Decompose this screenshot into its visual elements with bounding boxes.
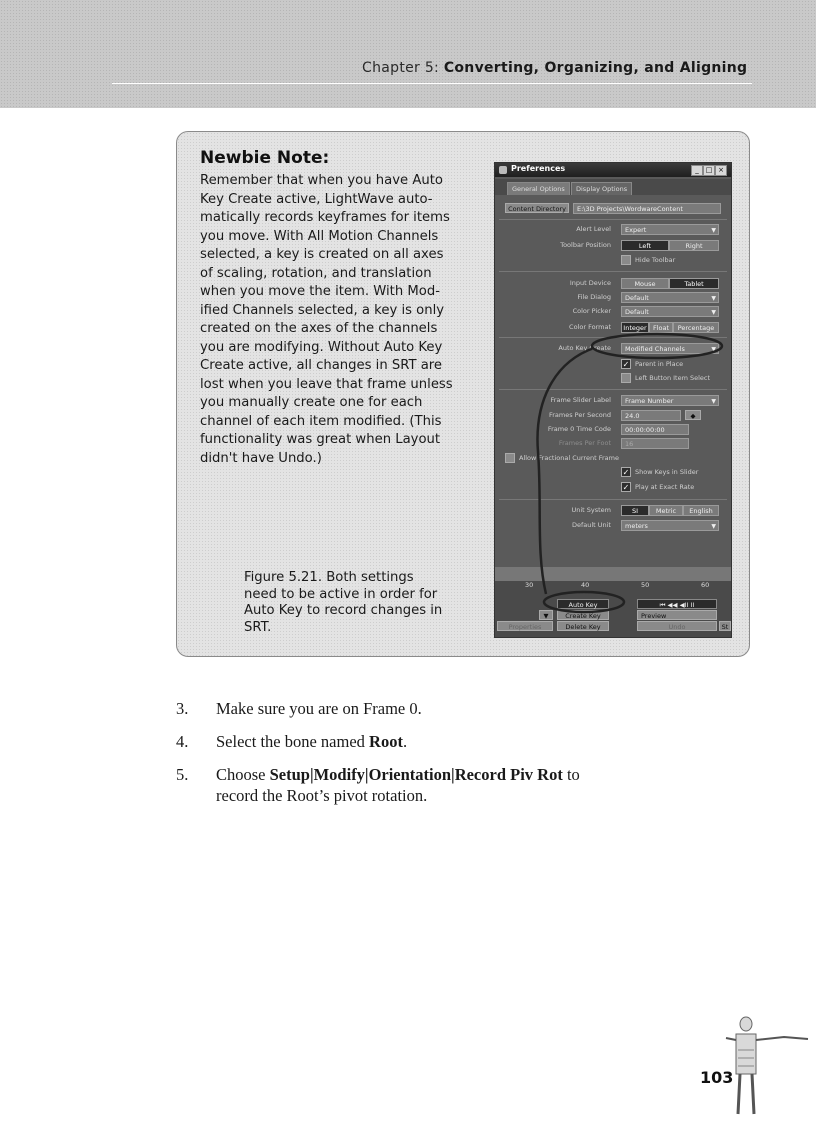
frame-slider-label: Frame Slider Label bbox=[550, 396, 611, 404]
note-line: you are modifying. Without Auto Key bbox=[200, 339, 443, 355]
step-number: 4. bbox=[176, 732, 189, 751]
unit-si-button[interactable]: SI bbox=[621, 505, 649, 516]
minimize-icon[interactable]: _ bbox=[691, 165, 703, 176]
fps-label: Frames Per Second bbox=[548, 411, 611, 419]
color-picker-value: Default bbox=[625, 308, 649, 316]
header-rule bbox=[112, 83, 752, 84]
color-float-button[interactable]: Float bbox=[649, 322, 673, 333]
step-continuation: record the Root’s pivot rotation. bbox=[216, 786, 428, 805]
properties-button[interactable]: Properties bbox=[497, 621, 553, 631]
color-format-label: Color Format bbox=[569, 323, 611, 331]
default-unit-value: meters bbox=[625, 522, 648, 530]
frame0-timecode-label: Frame 0 Time Code bbox=[547, 425, 611, 433]
note-line: functionality was great when Layout bbox=[200, 432, 441, 447]
caption-line: need to be active in order for bbox=[244, 586, 438, 602]
frame-slider-value: Frame Number bbox=[625, 397, 674, 405]
input-device-label: Input Device bbox=[569, 279, 611, 287]
tick-label: 60 bbox=[701, 581, 710, 589]
tick-label: 40 bbox=[581, 581, 590, 589]
app-icon bbox=[499, 166, 507, 174]
note-line: ified Channels selected, a key is only bbox=[200, 302, 445, 318]
divider bbox=[499, 271, 727, 272]
alert-level-select[interactable] bbox=[621, 224, 719, 235]
note-line: Create active, all changes in SRT are bbox=[200, 358, 443, 373]
close-icon[interactable]: × bbox=[715, 165, 727, 176]
note-line: Key Create active, LightWave auto- bbox=[200, 191, 433, 207]
note-line: Remember that when you have Auto bbox=[200, 173, 443, 188]
note-line: of scaling, rotation, and translation bbox=[200, 265, 432, 281]
prefs-titlebar bbox=[495, 163, 731, 177]
hide-toolbar-checkbox[interactable] bbox=[621, 255, 631, 265]
hide-toolbar-label: Hide Toolbar bbox=[635, 256, 676, 264]
chapter-heading bbox=[362, 60, 747, 76]
note-line: created on the axes of the channels bbox=[200, 321, 438, 336]
chevron-down-icon: ▼ bbox=[711, 523, 716, 530]
parent-in-place-checkbox[interactable]: ✓ bbox=[622, 360, 630, 369]
delete-key-button[interactable]: Delete Key bbox=[557, 621, 609, 631]
auto-key-create-select[interactable] bbox=[621, 343, 719, 354]
step-button[interactable]: St bbox=[719, 621, 731, 631]
tab-general-options[interactable]: General Options bbox=[507, 182, 570, 195]
preferences-panel bbox=[494, 162, 732, 638]
step-text bbox=[216, 731, 407, 752]
step-text-part: Choose bbox=[216, 765, 270, 784]
figure-caption bbox=[244, 570, 484, 636]
show-keys-checkbox[interactable]: ✓ bbox=[622, 468, 630, 477]
default-unit-label: Default Unit bbox=[571, 521, 611, 529]
note-line: you manually create one for each bbox=[200, 395, 423, 410]
auto-key-create-label: Auto Key Create bbox=[558, 344, 611, 352]
chevron-down-icon: ▼ bbox=[711, 295, 716, 302]
left-button-select-checkbox[interactable] bbox=[621, 373, 631, 383]
note-line: you move. With All Motion Channels bbox=[200, 228, 439, 244]
chevron-down-icon: ▼ bbox=[711, 398, 716, 405]
frame-slider-select[interactable] bbox=[621, 395, 719, 406]
alert-level-value: Expert bbox=[625, 226, 647, 234]
skeleton-figure-icon bbox=[724, 1010, 814, 1120]
tick-label: 50 bbox=[641, 581, 650, 589]
color-picker-label: Color Picker bbox=[572, 307, 611, 315]
parent-in-place-label: Parent in Place bbox=[635, 360, 684, 368]
maximize-icon[interactable]: □ bbox=[703, 165, 715, 176]
step-text: Make sure you are on Frame 0. bbox=[216, 699, 422, 718]
frame0-timecode-field[interactable]: 00:00:00:00 bbox=[621, 424, 689, 435]
unit-english-button[interactable]: English bbox=[683, 505, 719, 516]
play-exact-label: Play at Exact Rate bbox=[635, 483, 695, 491]
fps-stepper-icon[interactable]: ◆ bbox=[685, 410, 701, 420]
note-line: matically records keyframes for items bbox=[200, 210, 450, 225]
timeline-area bbox=[495, 567, 731, 637]
caption-line: SRT. bbox=[244, 619, 272, 635]
divider bbox=[499, 337, 727, 338]
unit-metric-button[interactable]: Metric bbox=[649, 505, 683, 516]
note-title: Newbie Note: bbox=[200, 148, 330, 168]
auto-key-button[interactable]: Auto Key bbox=[557, 599, 609, 609]
default-unit-select[interactable] bbox=[621, 520, 719, 531]
note-line: selected, a key is created on all axes bbox=[200, 247, 444, 262]
chapter-title: Converting, Organizing, and Aligning bbox=[443, 60, 748, 76]
file-dialog-value: Default bbox=[625, 294, 649, 302]
file-dialog-select[interactable] bbox=[621, 292, 719, 303]
color-picker-select[interactable] bbox=[621, 306, 719, 317]
allow-fractional-checkbox[interactable] bbox=[505, 453, 515, 463]
divider bbox=[499, 389, 727, 390]
step-number: 3. bbox=[176, 699, 189, 718]
fps-field[interactable]: 24.0 bbox=[621, 410, 681, 421]
note-line: when you move the item. With Mod- bbox=[200, 284, 440, 299]
chevron-down-icon: ▼ bbox=[711, 346, 716, 353]
frames-per-foot-label: Frames Per Foot bbox=[558, 439, 611, 447]
preview-select[interactable]: Preview bbox=[637, 610, 717, 620]
allow-fractional-label: Allow Fractional Current Frame bbox=[519, 454, 619, 462]
tick-label: 30 bbox=[525, 581, 534, 589]
note-body bbox=[200, 172, 484, 468]
auto-key-create-value: Modified Channels bbox=[625, 345, 685, 353]
content-directory-button[interactable]: Content Directory bbox=[505, 203, 569, 213]
alert-level-label: Alert Level bbox=[576, 225, 611, 233]
chapter-prefix: Chapter 5: bbox=[362, 60, 440, 76]
undo-button[interactable]: Undo bbox=[637, 621, 717, 631]
step-text-part: Select the bone named bbox=[216, 732, 370, 751]
play-exact-checkbox[interactable]: ✓ bbox=[622, 483, 630, 492]
timeline-ruler[interactable] bbox=[495, 567, 731, 581]
divider bbox=[499, 219, 727, 220]
color-percentage-button[interactable]: Percentage bbox=[673, 322, 719, 333]
divider bbox=[499, 499, 727, 500]
file-dialog-label: File Dialog bbox=[577, 293, 611, 301]
step-bold: Root bbox=[369, 732, 403, 751]
note-line: channel of each item modified. (This bbox=[200, 413, 442, 429]
prefs-title: Preferences bbox=[511, 164, 566, 173]
create-key-button[interactable]: Create Key bbox=[557, 610, 609, 620]
page-number: 103 bbox=[700, 1068, 734, 1087]
toolbar-left-button[interactable]: Left bbox=[621, 240, 669, 251]
note-line: didn't have Undo.) bbox=[200, 450, 322, 466]
step-number: 5. bbox=[176, 765, 189, 784]
frames-per-foot-field[interactable]: 16 bbox=[621, 438, 689, 449]
playback-controls[interactable]: ⏮ ◀◀ ◀II II bbox=[637, 599, 717, 609]
chevron-down-icon: ▼ bbox=[711, 309, 716, 316]
input-mouse-button[interactable]: Mouse bbox=[621, 278, 669, 289]
toolbar-right-button[interactable]: Right bbox=[669, 240, 719, 251]
running-header bbox=[0, 0, 816, 108]
step-text-part: . bbox=[402, 732, 408, 751]
step-bold: Setup|Modify|Orientation|Record Piv Rot bbox=[269, 765, 563, 784]
caption-line: Figure 5.21. Both settings bbox=[244, 570, 414, 585]
color-integer-button[interactable]: Integer bbox=[621, 322, 649, 333]
prefs-tabs bbox=[495, 179, 731, 195]
unit-system-label: Unit System bbox=[571, 506, 611, 514]
chevron-down-icon: ▼ bbox=[711, 227, 716, 234]
input-tablet-button[interactable]: Tablet bbox=[669, 278, 719, 289]
left-button-select-label: Left Button Item Select bbox=[635, 374, 711, 382]
toolbar-position-label: Toolbar Position bbox=[560, 241, 611, 249]
step-text bbox=[216, 764, 580, 785]
chevron-down-icon[interactable]: ▼ bbox=[539, 610, 553, 620]
caption-line: Auto Key to record changes in bbox=[244, 603, 443, 618]
note-line: lost when you leave that frame unless bbox=[200, 376, 453, 392]
content-directory-field[interactable]: E:\3D Projects\WordwareContent bbox=[573, 203, 721, 214]
step-text-part: to bbox=[562, 765, 580, 784]
show-keys-label: Show Keys in Slider bbox=[635, 468, 699, 476]
tab-display-options[interactable]: Display Options bbox=[571, 182, 632, 195]
